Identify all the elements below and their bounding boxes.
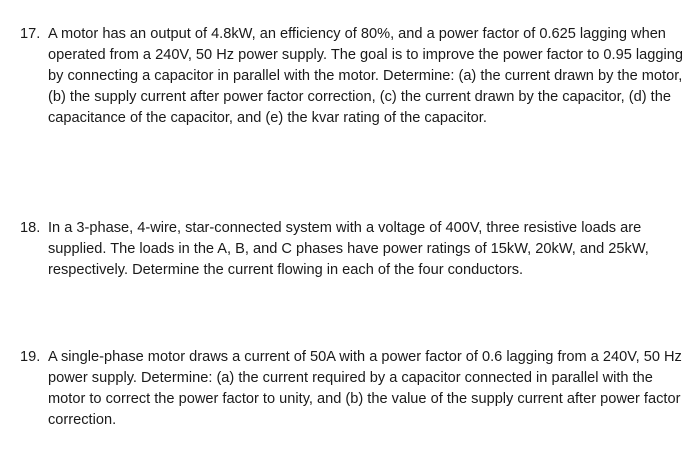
problem-text: A single-phase motor draws a current of 50A with a power factor of 0.6 lagging from a 240V, 50 Hz power supply. Determine: (a) the current required by a capacitor connected in parallel with the motor to correct the power factor to unity, and (b) the value of the supply current after power factor correction. bbox=[48, 349, 682, 428]
problem-17 bbox=[20, 24, 684, 129]
problem-18 bbox=[20, 218, 684, 281]
problem-number: 17. bbox=[20, 26, 41, 42]
problem-number: 19. bbox=[20, 349, 41, 365]
problem-19 bbox=[20, 347, 684, 431]
problem-number: 18. bbox=[20, 220, 41, 236]
problem-text: In a 3-phase, 4-wire, star-connected system with a voltage of 400V, three resistive loads are supplied. The loads in the A, B, and C phases have power ratings of 15kW, 20kW, and 25kW, respectively. Determine the current flowing in each of the four conductors. bbox=[48, 220, 649, 278]
problem-text: A motor has an output of 4.8kW, an efficiency of 80%, and a power factor of 0.625 lagging when operated from a 240V, 50 Hz power supply. The goal is to improve the power factor to 0.95 lagging by connecting a capacitor in parallel with the motor. Determine: (a) the current drawn by the motor, (b) the supply current after power factor correction, (c) the current drawn by the capacitor, (d) the capacitance of the capacitor, and (e) the kvar rating of the capacitor. bbox=[48, 26, 683, 126]
